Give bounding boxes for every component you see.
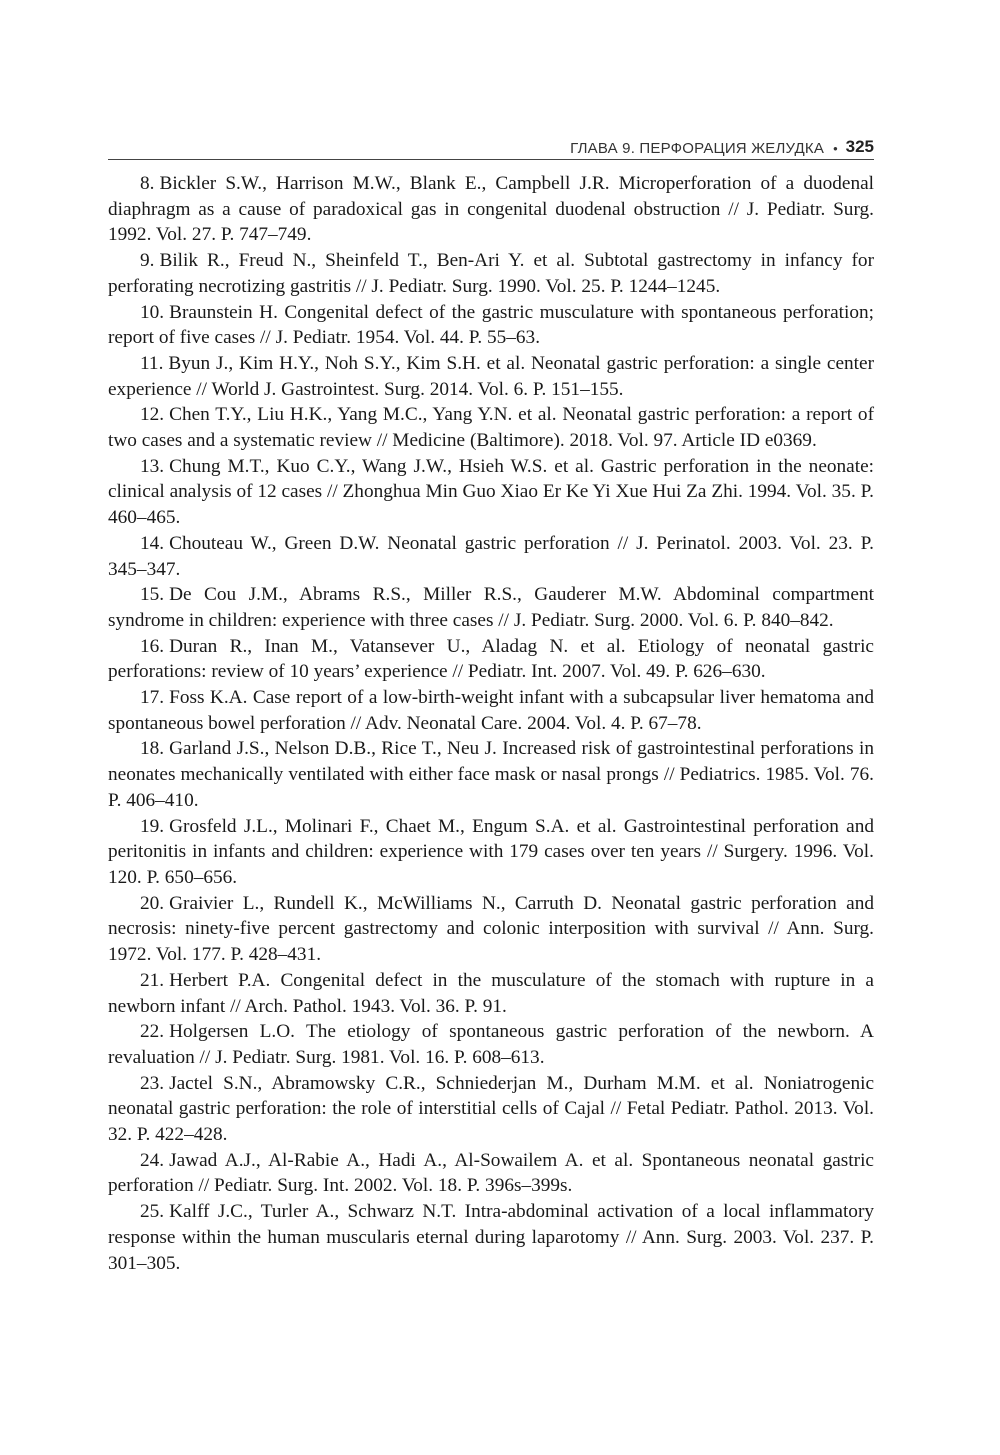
- reference-item: [108, 454, 874, 531]
- reference-number: 9.: [140, 250, 155, 272]
- page-number: 325: [845, 137, 874, 156]
- reference-item: [108, 1019, 874, 1070]
- reference-text: Bickler S.W., Harrison M.W., Blank E., Campbell J.R. Microperforation of a duodenal diaphragm as a cause of paradoxical gas in congenital duodenal obstruction // J. Pediatr. Surg. 1992. Vol. 27. P. 747–749.: [108, 173, 874, 246]
- reference-text: Grosfeld J.L., Molinari F., Chaet M., Engum S.A. et al. Gastrointestinal perforation and peritonitis in infants and children: experience with 179 cases over ten years // Surgery. 1996. Vol. 120. P. 650–656.: [108, 815, 874, 888]
- reference-item: [108, 891, 874, 968]
- reference-item: [108, 248, 874, 299]
- reference-item: [108, 968, 874, 1019]
- reference-item: [108, 1148, 874, 1199]
- reference-number: 20.: [140, 892, 165, 914]
- reference-number: 19.: [140, 815, 165, 837]
- reference-item: [108, 685, 874, 736]
- reference-number: 22.: [140, 1021, 165, 1043]
- reference-item: [108, 814, 874, 891]
- reference-text: Herbert P.A. Congenital defect in the musculature of the stomach with rupture in a newborn infant // Arch. Pathol. 1943. Vol. 36. P. 91.: [108, 969, 874, 1017]
- reference-number: 18.: [140, 738, 165, 760]
- reference-number: 15.: [140, 584, 165, 606]
- reference-item: [108, 736, 874, 813]
- reference-item: [108, 1071, 874, 1148]
- reference-text: De Cou J.M., Abrams R.S., Miller R.S., Gauderer M.W. Abdominal compartment syndrome in children: experience with three cases // J. Pediatr. Surg. 2000. Vol. 6. P. 840–842.: [108, 584, 874, 631]
- reference-item: [108, 582, 874, 633]
- reference-number: 23.: [140, 1072, 165, 1094]
- reference-number: 8.: [140, 173, 155, 194]
- reference-text: Chung M.T., Kuo C.Y., Wang J.W., Hsieh W.S. et al. Gastric perforation in the neonate: clinical analysis of 12 cases // Zhonghua Min Guo Xiao Er Ke Yi Xue Hui Za Zhi. 1994. Vol. 35. P. 460–465.: [108, 455, 874, 529]
- reference-text: Holgersen L.O. The etiology of spontaneous gastric perforation of the newborn. A revaluation // J. Pediatr. Surg. 1981. Vol. 16. P. 608–613.: [108, 1021, 874, 1068]
- reference-number: 14.: [140, 532, 165, 554]
- reference-text: Bilik R., Freud N., Sheinfeld T., Ben-Ari Y. et al. Subtotal gastrectomy in infancy for perforating necrotizing gastritis // J. Pediatr. Surg. 1990. Vol. 25. P. 1244–1245.: [108, 250, 874, 297]
- reference-number: 16.: [140, 635, 165, 657]
- reference-text: Duran R., Inan M., Vatansever U., Aladag N. et al. Etiology of neonatal gastric perforations: review of 10 years’ experience // Pediatr. Int. 2007. Vol. 49. P. 626–630.: [108, 635, 874, 683]
- reference-text: Chouteau W., Green D.W. Neonatal gastric perforation // J. Perinatol. 2003. Vol. 23. P. 345–347.: [108, 532, 874, 580]
- reference-number: 10.: [140, 301, 165, 323]
- reference-number: 11.: [140, 352, 164, 374]
- reference-item: [108, 402, 874, 453]
- reference-text: Graivier L., Rundell K., McWilliams N., Carruth D. Neonatal gastric perforation and necrosis: ninety-five percent gastrectomy and colonic interposition with survival // Ann. Surg. 1972. Vol. 177. P. 428–431.: [108, 892, 874, 966]
- reference-number: 21.: [140, 969, 165, 991]
- reference-number: 24.: [140, 1149, 165, 1171]
- reference-number: 12.: [140, 404, 165, 426]
- reference-list: [108, 171, 874, 1276]
- reference-item: [108, 351, 874, 402]
- running-head: ГЛАВА 9. ПЕРФОРАЦИЯ ЖЕЛУДКА: [570, 140, 825, 157]
- reference-text: Braunstein H. Congenital defect of the gastric musculature with spontaneous perforation; report of five cases // J. Pediatr. 1954. Vol. 44. P. 55–63.: [108, 301, 874, 349]
- reference-item: [108, 300, 874, 351]
- page-header: [108, 131, 874, 160]
- reference-number: 25.: [140, 1201, 165, 1223]
- reference-text: Kalff J.C., Turler A., Schwarz N.T. Intra-abdominal activation of a local inflammatory response within the human muscularis eternal during laparotomy // Ann. Surg. 2003. Vol. 237. P. 301–305.: [108, 1201, 874, 1274]
- header-separator: •: [833, 141, 838, 156]
- reference-text: Jactel S.N., Abramowsky C.R., Schniederjan M., Durham M.M. et al. Noniatrogenic neonatal gastric perforation: the role of interstitial cells of Cajal // Fetal Pediatr. Pathol. 2013. Vol. 32. P. 422–428.: [108, 1072, 874, 1146]
- reference-item: [108, 1199, 874, 1276]
- reference-item: [108, 634, 874, 685]
- reference-item: [108, 531, 874, 582]
- reference-number: 13.: [140, 455, 165, 477]
- reference-number: 17.: [140, 687, 165, 709]
- reference-text: Chen T.Y., Liu H.K., Yang M.C., Yang Y.N. et al. Neonatal gastric perforation: a report of two cases and a systematic review // Medicine (Baltimore). 2018. Vol. 97. Article ID e0369.: [108, 404, 874, 452]
- reference-text: Foss K.A. Case report of a low-birth-weight infant with a subcapsular liver hematoma and spontaneous bowel perforation // Adv. Neonatal Care. 2004. Vol. 4. P. 67–78.: [108, 687, 874, 734]
- reference-item: [108, 171, 874, 248]
- reference-text: Jawad A.J., Al-Rabie A., Hadi A., Al-Sowailem A. et al. Spontaneous neonatal gastric perforation // Pediatr. Surg. Int. 2002. Vol. 18. P. 396s–399s.: [108, 1149, 874, 1197]
- reference-text: Byun J., Kim H.Y., Noh S.Y., Kim S.H. et al. Neonatal gastric perforation: a single center experience // World J. Gastrointest. Surg. 2014. Vol. 6. P. 151–155.: [108, 352, 874, 400]
- reference-text: Garland J.S., Nelson D.B., Rice T., Neu J. Increased risk of gastrointestinal perforations in neonates mechanically ventilated with either face mask or nasal prongs // Pediatrics. 1985. Vol. 76. P. 406–410.: [108, 738, 874, 811]
